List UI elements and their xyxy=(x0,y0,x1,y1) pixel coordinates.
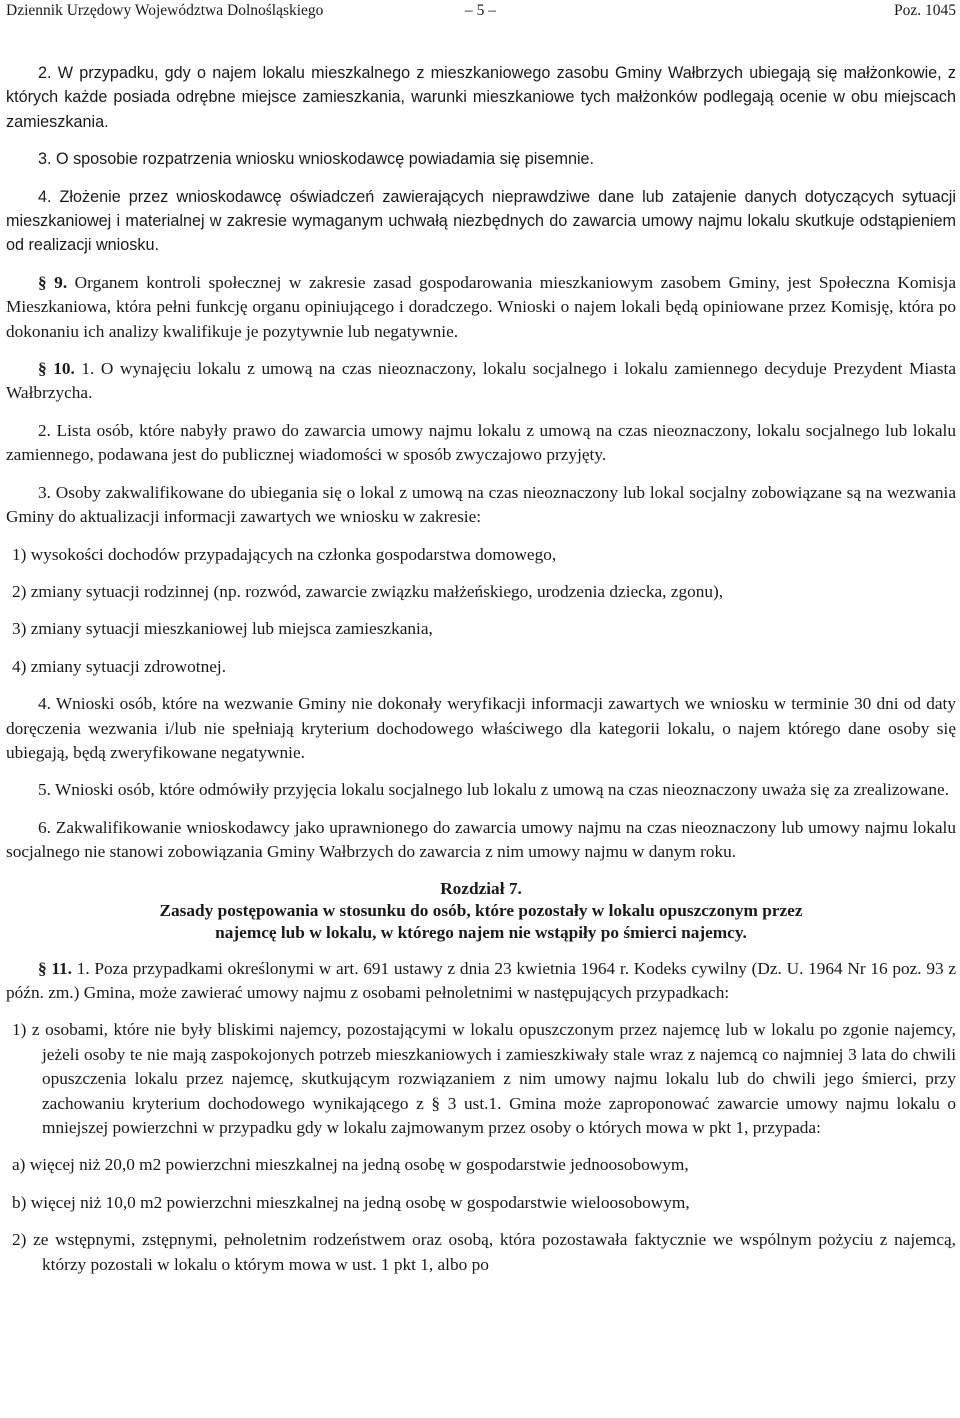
sec8-paragraph-2: 2. W przypadku, gdy o najem lokalu mieszkalnego z mieszkaniowego zasobu Gminy Wałbrzych ubiegają się małżonkowie, z których każde posiada odrębne miejsce zamieszkania, warunki mieszkaniowe tych małżonków podlegają ocenie w obu miejscach zamieszkania. xyxy=(6,64,956,131)
sec10-paragraph-3: 3. Osoby zakwalifikowane do ubiegania się o lokal z umową na czas nieoznaczony lub lokal socjalny zobowiązane są na wezwania Gminy do aktualizacji informacji zawartych we wniosku w zakresie: xyxy=(6,482,956,527)
sec10-text: 1. O wynajęciu lokalu z umową na czas nieoznaczony, lokalu socjalnego i lokalu zamiennego decyduje Prezydent Miasta Wałbrzycha. xyxy=(6,359,956,403)
sec11-sub-b: b) więcej niż 10,0 m2 powierzchni mieszkalnej na jedną osobę w gospodarstwie wieloosobowym, xyxy=(12,1192,690,1212)
sec9-mark: § 9. xyxy=(38,272,68,292)
sec11-sub-a: a) więcej niż 20,0 m2 powierzchni mieszkalnej na jedną osobę w gospodarstwie jednoosobowym, xyxy=(12,1155,689,1175)
sec9-text: Organem kontroli społecznej w zakresie zasad gospodarowania mieszkaniowym zasobem Gminy, jest Społeczna Komisja Mieszkaniowa, która pełni funkcję organu opiniującego i doradczego. Wnioski o najem lokali będą opiniowane przez Komisję, która po dokonaniu ich analizy kwalifikuje je pozytywnie lub negatywnie. xyxy=(6,272,956,341)
sec10-paragraph-1 xyxy=(6,357,956,406)
sec10-paragraph-4: 4. Wnioski osób, które na wezwanie Gminy nie dokonały weryfikacji informacji zawartych we wniosku w terminie 30 dni od daty doręczenia wezwania i/lub nie spełniają kryterium dochodowego właściwego dla kategorii lokalu, o najem którego dane osoby się ubiegają, będą zweryfikowane negatywnie. xyxy=(6,694,956,762)
position-number: Poz. 1045 xyxy=(894,2,956,19)
sec10-mark: § 10. xyxy=(38,359,75,379)
chapter-title-line-2: najemcę lub w lokalu, w którego najem nie wstąpiły po śmierci najemcy. xyxy=(215,922,747,942)
page-number: – 5 – xyxy=(465,2,496,19)
sec10-paragraph-6: 6. Zakwalifikowanie wnioskodawcy jako uprawnionego do zawarcia umowy najmu na czas nieoznaczony lub umowy najmu lokalu socjalnego nie stanowi zobowiązania Gminy Wałbrzych do zawarcia z nim umowy najmu w danym roku. xyxy=(6,817,956,862)
sec8-paragraph-3: 3. O sposobie rozpatrzenia wniosku wnioskodawcę powiadamia się pisemnie. xyxy=(38,150,595,169)
sec11-mark: § 11. xyxy=(38,958,73,978)
list-item: 3) zmiany sytuacji mieszkaniowej lub miejsca zamieszkania, xyxy=(12,619,433,639)
sec11-item-1: 1) z osobami, które nie były bliskimi najemcy, pozostającymi w lokalu opuszczonym przez najemcę lub w lokalu po zgonie najemcy, jeżeli osoby te nie mają zaspokojonych potrzeb mieszkaniowych i zamieszkiwały stale wraz z najemcą co najmniej 3 lata do chwili opuszczenia lokalu przez najemcę, skutkującym rozwiązaniem z nim umowy najmu lokalu lub do chwili jego śmierci, przy zachowaniu kryterium dochodowego wynikającego z § 3 ust.1. Gmina może zaproponować zawarcie umowy najmu lokalu o mniejszej powierzchni w przypadku gdy w lokalu zajmowanym przez osoby o których mowa w pkt 1, przypada: xyxy=(12,1020,956,1137)
sec10-paragraph-2: 2. Lista osób, które nabyły prawo do zawarcia umowy najmu lokalu z umową na czas nieoznaczony, lokalu socjalnego lub lokalu zamiennego, podawana jest do publicznej wiadomości w sposób zwyczajowo przyjęty. xyxy=(6,420,956,465)
sec11-item-2: 2) ze wstępnymi, zstępnymi, pełnoletnim rodzeństwem oraz osobą, która pozostawała faktycznie we wspólnym pożyciu z najemcą, którzy pozostali w lokalu o którym mowa w ust. 1 pkt 1, albo po xyxy=(12,1230,956,1274)
journal-title: Dziennik Urzędowy Województwa Dolnośląskiego xyxy=(6,2,324,19)
list-item: 4) zmiany sytuacji zdrowotnej. xyxy=(12,656,227,676)
page-header xyxy=(6,0,956,21)
list-item: 1) wysokości dochodów przypadających na członka gospodarstwa domowego, xyxy=(12,544,557,564)
sec9-paragraph xyxy=(6,271,956,344)
list-item: 2) zmiany sytuacji rodzinnej (np. rozwód, zawarcie związku małżeńskiego, urodzenia dziecka, zgonu), xyxy=(12,581,724,601)
sec11-paragraph-1 xyxy=(6,957,956,1006)
sec11-text: 1. Poza przypadkami określonymi w art. 691 ustawy z dnia 23 kwietnia 1964 r. Kodeks cywilny (Dz. U. 1964 Nr 16 poz. 93 z późn. zm.) Gmina, może zawierać umowy najmu z osobami pełnoletnimi w następujących przypadkach: xyxy=(6,958,957,1002)
sec8-paragraph-4: 4. Złożenie przez wnioskodawcę oświadczeń zawierających nieprawdziwe dane lub zatajenie danych dotyczących sytuacji mieszkaniowej i materialnej w zakresie wymaganym uchwałą niezbędnych do zawarcia umowy najmu lokalu skutkuje odstąpieniem od realizacji wniosku. xyxy=(6,187,956,255)
sec10-paragraph-5: 5. Wnioski osób, które odmówiły przyjęcia lokalu socjalnego lub lokalu z umową na czas nieoznaczony uważa się za zrealizowane. xyxy=(38,780,949,800)
chapter-heading xyxy=(6,878,956,944)
chapter-title-line-1: Zasady postępowania w stosunku do osób, które pozostały w lokalu opuszczonym przez xyxy=(159,900,803,920)
chapter-number: Rozdział 7. xyxy=(440,878,522,898)
